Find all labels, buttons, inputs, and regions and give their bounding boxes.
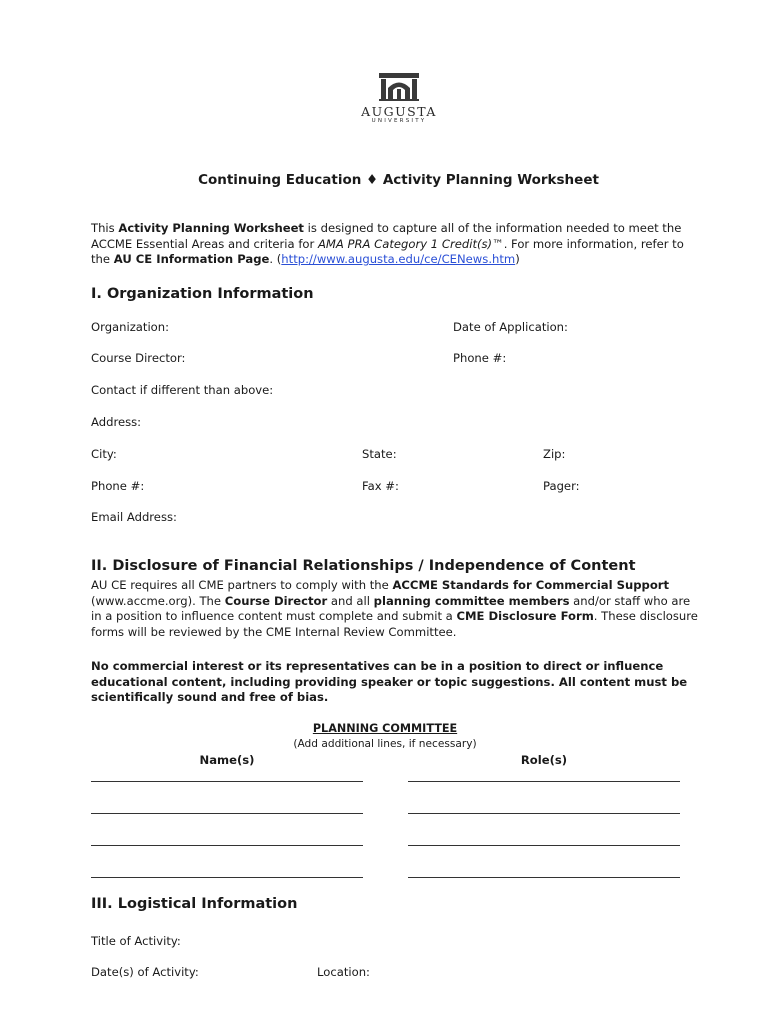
intro-text-2: is designed to capture all of the information needed to meet the ACCME Essential Areas and criteria for bbox=[91, 221, 682, 251]
city-label: City: bbox=[91, 447, 117, 461]
section-disclosure-heading: II. Disclosure of Financial Relationships / Independence of Content bbox=[91, 558, 636, 574]
section-logistical-heading: III. Logistical Information bbox=[91, 896, 298, 912]
university-gate-icon bbox=[378, 72, 420, 102]
role-line-3[interactable] bbox=[408, 845, 680, 846]
disclosure-text-1: AU CE requires all CME partners to comply with the bbox=[91, 578, 393, 592]
disclosure-bold-director: Course Director bbox=[224, 593, 328, 608]
disclosure-text-2: (www.accme.org). The bbox=[91, 593, 225, 608]
role-line-1[interactable] bbox=[408, 781, 680, 782]
logo-name: AUGUSTA bbox=[361, 104, 437, 119]
role-line-2[interactable] bbox=[408, 813, 680, 814]
disclosure-bold-form: CME Disclosure Form bbox=[456, 609, 594, 624]
pager-label: Pager: bbox=[543, 479, 580, 493]
zip-label: Zip: bbox=[543, 447, 566, 461]
roles-column-heading: Role(s) bbox=[520, 753, 568, 767]
location-label: Location: bbox=[317, 965, 370, 979]
title-of-activity-label: Title of Activity: bbox=[91, 934, 181, 948]
name-line-1[interactable] bbox=[91, 781, 363, 782]
phone-2-label: Phone #: bbox=[91, 479, 145, 493]
course-director-label: Course Director: bbox=[91, 351, 186, 365]
date-of-application-label: Date of Application: bbox=[453, 320, 568, 334]
disclosure-paragraph bbox=[91, 578, 699, 640]
disclosure-text-3: and all bbox=[327, 593, 374, 608]
planning-committee-note: (Add additional lines, if necessary) bbox=[293, 738, 477, 750]
intro-bold-worksheet: Activity Planning Worksheet bbox=[118, 221, 304, 235]
commercial-interest-notice: No commercial interest or its representatives can be in a position to direct or influence educational content, including providing speaker or topic suggestions. All content must be scientifically sound and free of bias. bbox=[91, 659, 688, 705]
intro-text-1: This bbox=[91, 221, 119, 235]
address-label: Address: bbox=[91, 415, 142, 429]
name-line-2[interactable] bbox=[91, 813, 363, 814]
ce-news-link[interactable]: http://www.augusta.edu/ce/CENews.htm bbox=[281, 252, 516, 267]
organization-label: Organization: bbox=[91, 320, 170, 334]
email-label: Email Address: bbox=[91, 510, 177, 524]
intro-text-3: . For more information, refer to the bbox=[91, 236, 684, 267]
disclosure-text-5: . These disclosure forms will be reviewed by the CME Internal Review Committee. bbox=[91, 609, 698, 639]
planning-committee-heading: PLANNING COMMITTEE bbox=[312, 722, 458, 735]
name-line-3[interactable] bbox=[91, 845, 363, 846]
disclosure-bold-committee: planning committee members bbox=[373, 593, 570, 608]
state-label: State: bbox=[362, 447, 397, 461]
contact-label: Contact if different than above: bbox=[91, 383, 274, 397]
logo-subtitle: UNIVERSITY bbox=[371, 118, 427, 124]
dates-of-activity-label: Date(s) of Activity: bbox=[91, 965, 199, 979]
disclosure-bold-standards: ACCME Standards for Commercial Support bbox=[392, 578, 670, 592]
intro-text-5: ) bbox=[515, 252, 520, 267]
names-column-heading: Name(s) bbox=[199, 753, 255, 767]
phone-label: Phone #: bbox=[453, 351, 507, 365]
augusta-university-logo bbox=[345, 72, 453, 124]
fax-label: Fax #: bbox=[362, 479, 399, 493]
section-organization-heading: I. Organization Information bbox=[91, 286, 314, 302]
disclosure-text-4: and/or staff who are in a position to influence content must complete and submit a bbox=[91, 593, 691, 624]
intro-italic-credit: AMA PRA Category 1 Credit(s)™ bbox=[317, 236, 504, 251]
role-line-4[interactable] bbox=[408, 877, 680, 878]
intro-text-4: . ( bbox=[269, 252, 282, 267]
page-title: Continuing Education ♦ Activity Planning Worksheet bbox=[198, 172, 599, 188]
intro-bold-info-page: AU CE Information Page bbox=[113, 252, 270, 267]
name-line-4[interactable] bbox=[91, 877, 363, 878]
intro-paragraph bbox=[91, 221, 699, 268]
